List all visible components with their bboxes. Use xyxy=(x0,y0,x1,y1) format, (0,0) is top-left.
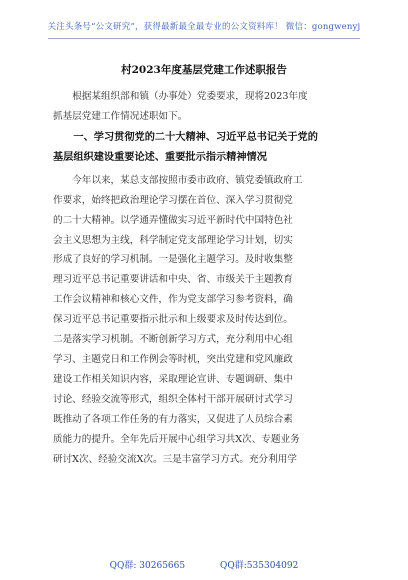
header-banner: 关注头条号“公文研究”，获得最新最全最专业的公文资料库！ 微信：gongwenyj xyxy=(47,22,361,32)
document-body xyxy=(53,62,355,469)
section-heading: 一、学习贯彻党的二十大精神、习近平总书记关于党的 基层组织建设重要论述、重要批示指示精神情况 xyxy=(53,130,318,163)
header-divider xyxy=(48,38,360,39)
footer-qq-group-1: QQ群: 30265665 xyxy=(109,561,186,571)
intro-paragraph: 根据某组织部和镇（办事处）党委要求，现将2023年度 抓基层党建工作情况述职如下。 xyxy=(53,91,308,122)
footer-qq-group-2: QQ群:535304092 xyxy=(220,561,299,571)
footer-contacts xyxy=(0,558,408,571)
section-paragraph: 今年以来，某总支部按照市委市政府、镇党委镇政府工 作要求，始终把政治理论学习摆在首位、深入学习贯彻党 的二十大精神。以学通弄懂做实习近平新时代中国特色社 会主义思想为主线，科学制定党支部理论学习计划，切实 形成了良好的学习机制。一是强化主题学习。及时收集整 理习近平总书记重要讲话和中央、省、市级关于主题教育 工作会议精神和核心文件，作为党支部学习参考资料，确 保习近平总书记重要指示批示和上级要求及时传达到位。 二是落实学习机制。不断创新学习方式，充分利用中心组 学习、主题党日和工作例会等时机，突出党建和党风廉政 建设工作相关知识内容，采取理论宣讲、专题调研、集中 讨论、经验交流等形式，组织全体村干部开展研讨式学习 既推动了各项工作任务的有力落实，又促进了人员综合素 质能力的提升。全年先后开展中心组学习共X次、专题业务 研讨X次、经验交流X次。三是丰富学习方式。充分利用学 xyxy=(53,174,303,465)
document-title: 村2023年度基层党建工作述职报告 xyxy=(121,64,287,76)
